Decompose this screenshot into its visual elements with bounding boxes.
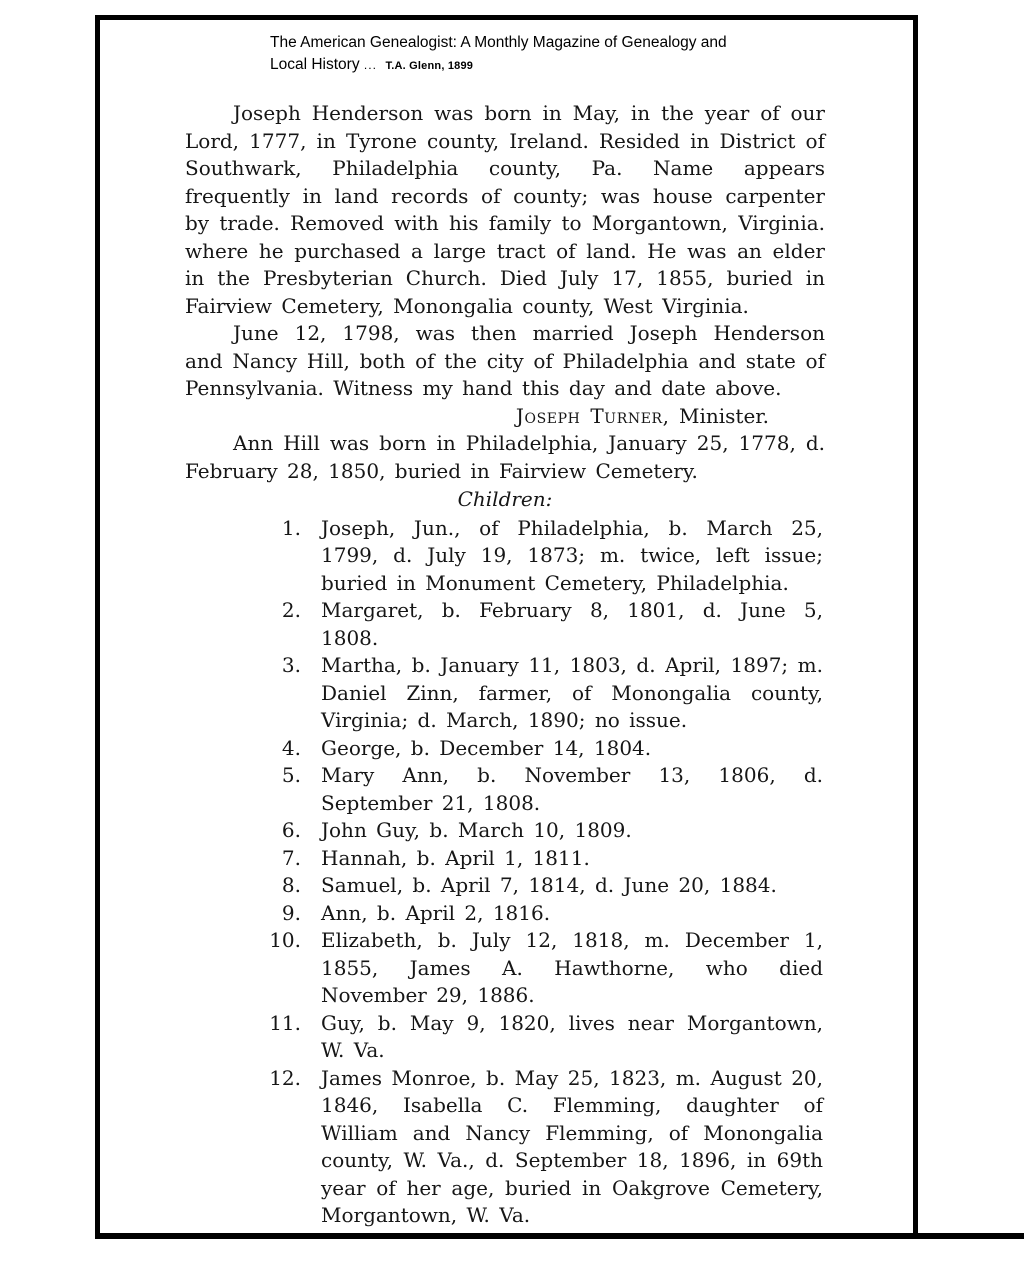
signature-name: Joseph Turner, <box>515 403 670 428</box>
page-text-block <box>185 100 825 1230</box>
book-attribution: T.A. Glenn, 1899 <box>385 60 474 72</box>
signature-title: Minister. <box>678 403 769 428</box>
child-row-12 <box>185 1065 825 1230</box>
signature-line <box>185 403 825 431</box>
child-number: 5. <box>281 763 301 787</box>
child-row-11 <box>185 1010 825 1065</box>
child-number: 9. <box>281 900 301 925</box>
child-number: 4. <box>281 735 301 760</box>
child-number: 7. <box>281 845 301 870</box>
child-number: 2. <box>281 598 301 622</box>
ellipsis: ... <box>363 58 377 72</box>
paragraph-ann-hill: Ann Hill was born in Philadelphia, January 25, 1778, d. February 28, 1850, buried in Fairview Cemetery. <box>185 431 825 483</box>
child-entry: Joseph, Jun., of Philadelphia, b. March 25, 1799, d. July 19, 1873; m. twice, left issue; buried in Monument Cemetery, Philadelphia. <box>321 515 823 595</box>
book-title-line2-text: Local History <box>270 56 360 73</box>
child-entry: George, b. December 14, 1804. <box>321 735 652 760</box>
child-number: 10. <box>269 928 301 952</box>
child-row-1 <box>185 515 825 598</box>
book-title-line2 <box>270 54 830 77</box>
child-entry: Margaret, b. February 8, 1801, d. June 5, 1808. <box>321 598 823 650</box>
child-row-6 <box>185 817 825 845</box>
child-entry: Samuel, b. April 7, 1814, d. June 20, 1884. <box>321 873 777 897</box>
page-bottom-border <box>95 1233 1024 1239</box>
child-row-10 <box>185 927 825 1010</box>
child-row-3 <box>185 652 825 735</box>
child-number: 1. <box>281 515 301 540</box>
child-row-4 <box>185 735 825 763</box>
child-entry: Guy, b. May 9, 1820, lives near Morgantown, W. Va. <box>321 1010 823 1062</box>
child-entry: Ann, b. April 2, 1816. <box>321 900 551 925</box>
book-header <box>270 32 830 77</box>
child-row-9 <box>185 900 825 928</box>
child-row-2 <box>185 597 825 652</box>
child-row-8 <box>185 872 825 900</box>
page-frame <box>95 15 918 1233</box>
child-entry: Hannah, b. April 1, 1811. <box>321 845 590 870</box>
paragraph-marriage-record: June 12, 1798, was then married Joseph Henderson and Nancy Hill, both of the city of Philadelphia and state of Pennsylvania. Witness my hand this day and date above. <box>185 321 825 400</box>
paragraph-joseph-biography: Joseph Henderson was born in May, in the year of our Lord, 1777, in Tyrone county, Ireland. Resided in District of Southwark, Philadelphia county, Pa. Name appears frequently in land records of county; was house carpenter by trade. Removed with his family to Morgantown, Virginia. where he purchased a large tract of land. He was an elder in the Presbyterian Church. Died July 17, 1855, buried in Fairview Cemetery, Monongalia county, West Virginia. <box>185 101 825 318</box>
child-entry: John Guy, b. March 10, 1809. <box>321 818 632 842</box>
child-entry: Mary Ann, b. November 13, 1806, d. September 21, 1808. <box>321 763 823 815</box>
child-number: 11. <box>269 1010 301 1035</box>
child-number: 6. <box>281 818 301 842</box>
child-number: 8. <box>281 873 301 897</box>
child-number: 12. <box>269 1065 301 1090</box>
children-list <box>185 515 825 1230</box>
child-row-7 <box>185 845 825 873</box>
book-title-line1: The American Genealogist: A Monthly Magazine of Genealogy and <box>270 34 727 51</box>
child-entry: James Monroe, b. May 25, 1823, m. August 20, 1846, Isabella C. Flemming, daughter of William and Nancy Flemming, of Monongalia county, W. Va., d. September 18, 1896, in 69th year of her age, buried in Oakgrove Cemetery, Morgantown, W. Va. <box>321 1065 823 1227</box>
child-entry: Martha, b. January 11, 1803, d. April, 1897; m. Daniel Zinn, farmer, of Monongalia county, Virginia; d. March, 1890; no issue. <box>321 653 823 732</box>
children-heading: Children: <box>457 487 553 511</box>
child-number: 3. <box>281 653 301 677</box>
child-entry: Elizabeth, b. July 12, 1818, m. December 1, 1855, James A. Hawthorne, who died November 29, 1886. <box>321 928 823 1007</box>
child-row-5 <box>185 762 825 817</box>
